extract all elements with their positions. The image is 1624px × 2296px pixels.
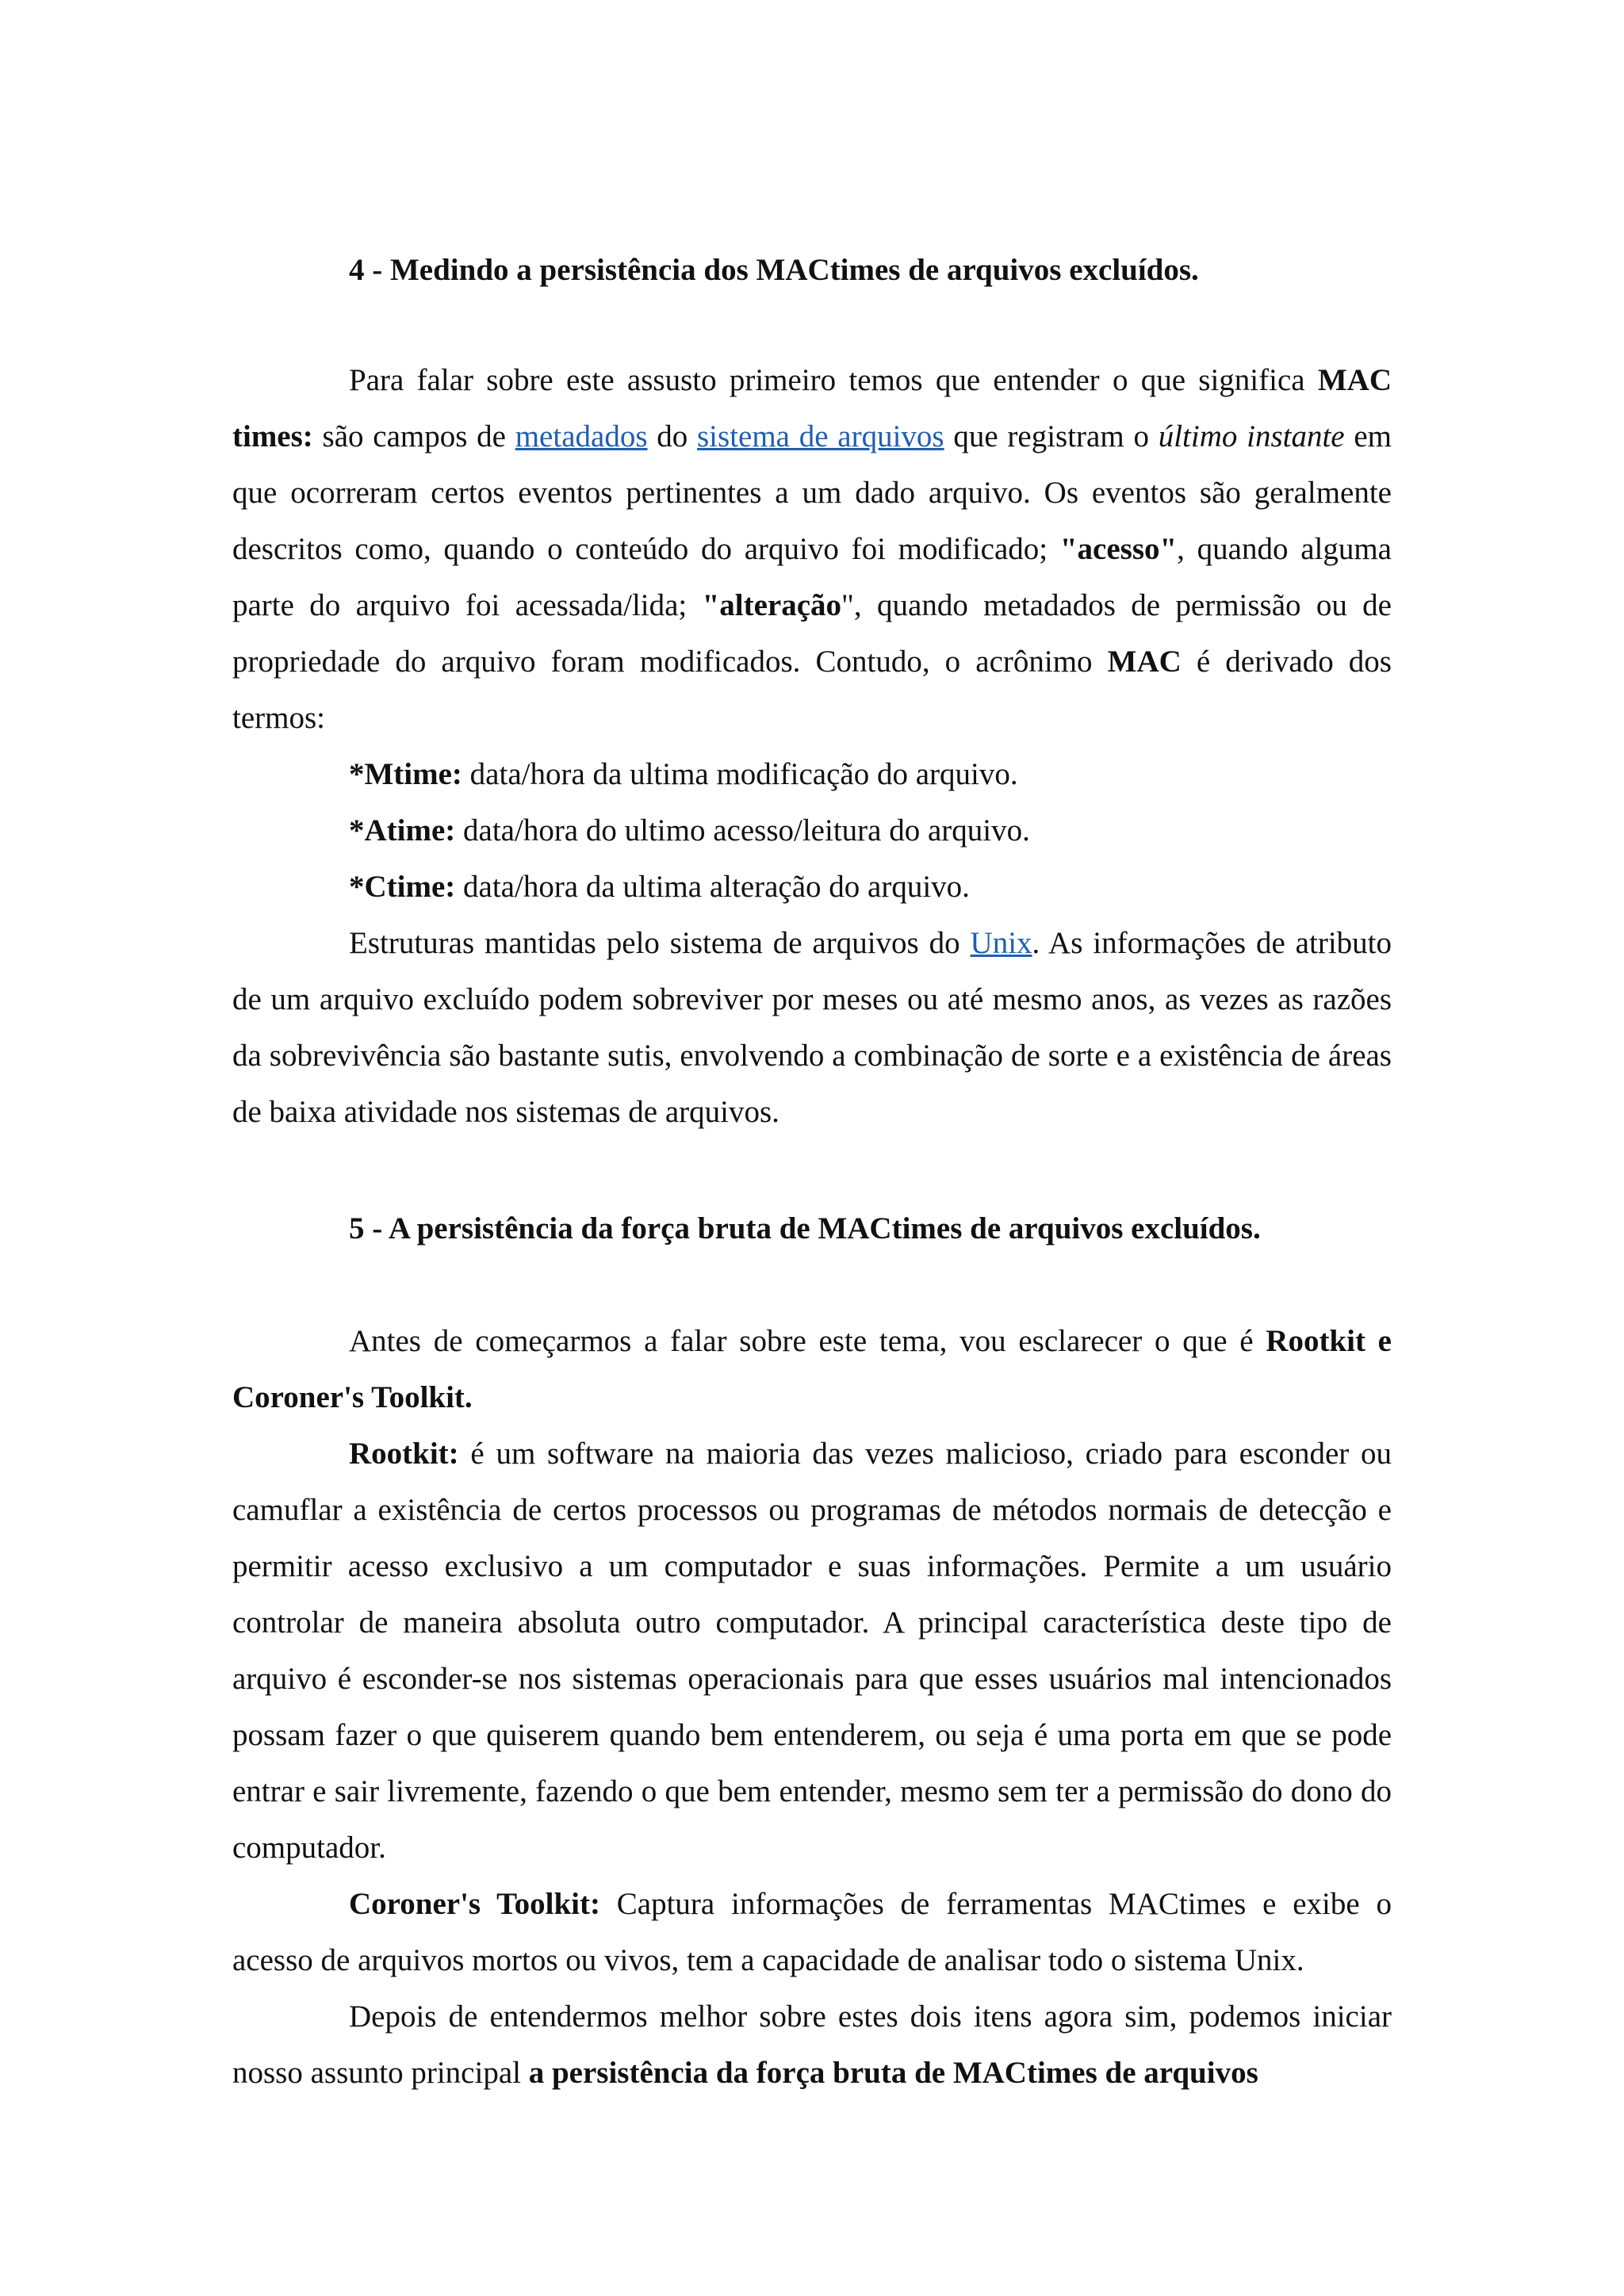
text-run: do <box>647 419 697 453</box>
bold-rootkit: Rootkit: <box>349 1437 459 1471</box>
section-4-paragraph-1 <box>232 352 1392 746</box>
text-run: é derivado dos termos: <box>232 645 1392 735</box>
bold-mac: MAC <box>1107 645 1182 679</box>
text-run: é um software na maioria das vezes malicioso, criado para esconder ou camuflar a existência de certos processos ou programas de métodos normais de detecção e permitir acesso exclusivo a um computador e suas informações. Permite a um usuário controlar de maneira absoluta outro computador. A principal característica deste tipo de arquivo é esconder-se nos sistemas operacionais para que esses usuários mal intencionados possam fazer o que quiserem quando bem entenderem, ou seja é uma porta em que se pode entrar e sair livremente, fazendo o que bem entender, mesmo sem ter a permissão do dono do computador. <box>232 1437 1392 1865</box>
list-term: *Atime: <box>349 813 456 848</box>
text-run: ", quando metadados de permissão ou de propriedade do arquivo foram modificados. Contudo, o acrônimo <box>232 588 1392 679</box>
bold-coroners-toolkit: Coroner's Toolkit: <box>349 1887 600 1921</box>
text-run: Estruturas mantidas pelo sistema de arquivos do <box>349 926 971 960</box>
text-run: , quando alguma parte do arquivo foi acessada/lida; <box>232 532 1392 622</box>
text-run: . As informações de atributo de um arquivo excluído podem sobreviver por meses ou até mesmo anos, as vezes as razões da sobrevivência são bastante sutis, envolvendo a combinação de sorte e a existência de áreas de baixa atividade nos sistemas de arquivos. <box>232 926 1392 1129</box>
bold-alteracao: "alteração <box>702 588 842 622</box>
italic-ultimo-instante: último instante <box>1158 419 1345 453</box>
link-metadados[interactable]: metadados <box>515 419 648 453</box>
section-5-heading: 5 - A persistência da força bruta de MACtimes de arquivos excluídos. <box>349 1211 1261 1246</box>
list-item-atime <box>232 802 1392 859</box>
section-5-paragraph-4 <box>232 1988 1392 2101</box>
list-desc: data/hora da ultima alteração do arquivo. <box>455 870 970 904</box>
section-5-paragraph-1 <box>232 1313 1392 1425</box>
text-run: Para falar sobre este assusto primeiro temos que entender o que significa <box>349 363 1318 397</box>
list-desc: data/hora do ultimo acesso/leitura do arquivo. <box>455 813 1030 848</box>
text-run: em que ocorreram certos eventos pertinentes a um dado arquivo. Os eventos são geralmente descritos como, quando o conteúdo do arquivo foi modificado; <box>232 419 1392 566</box>
text-run: são campos de <box>312 419 515 453</box>
section-4-body <box>232 352 1392 1140</box>
bold-term-mac-times: MAC times: <box>232 363 1392 453</box>
link-unix[interactable]: Unix <box>970 926 1032 960</box>
section-4-heading: 4 - Medindo a persistência dos MACtimes de arquivos excluídos. <box>349 253 1199 287</box>
bold-acesso: "acesso" <box>1059 532 1178 566</box>
list-item-mtime <box>232 746 1392 802</box>
bold-rootkit-coroners-toolkit: Rootkit e Coroner's Toolkit. <box>232 1324 1392 1414</box>
section-4-paragraph-2 <box>232 915 1392 1140</box>
section-5-paragraph-rootkit <box>232 1425 1392 1876</box>
text-run: Antes de começarmos a falar sobre este tema, vou esclarecer o que é <box>349 1324 1266 1358</box>
link-sistema-de-arquivos[interactable]: sistema de arquivos <box>697 419 944 453</box>
section-5-body <box>232 1313 1392 2101</box>
bold-persistencia-forca-bruta: a persistência da força bruta de MACtimes de arquivos <box>528 2056 1258 2090</box>
text-run: Captura informações de ferramentas MACtimes e exibe o acesso de arquivos mortos ou vivos, tem a capacidade de analisar todo o sistema Unix. <box>232 1887 1392 1977</box>
text-run: Depois de entendermos melhor sobre estes dois itens agora sim, podemos iniciar nosso assunto principal <box>232 1999 1392 2090</box>
list-item-ctime <box>232 859 1392 915</box>
list-term: *Mtime: <box>349 757 462 791</box>
text-run: que registram o <box>944 419 1159 453</box>
section-5-paragraph-coroners-toolkit <box>232 1876 1392 1988</box>
list-term: *Ctime: <box>349 870 456 904</box>
list-desc: data/hora da ultima modificação do arquivo. <box>462 757 1018 791</box>
